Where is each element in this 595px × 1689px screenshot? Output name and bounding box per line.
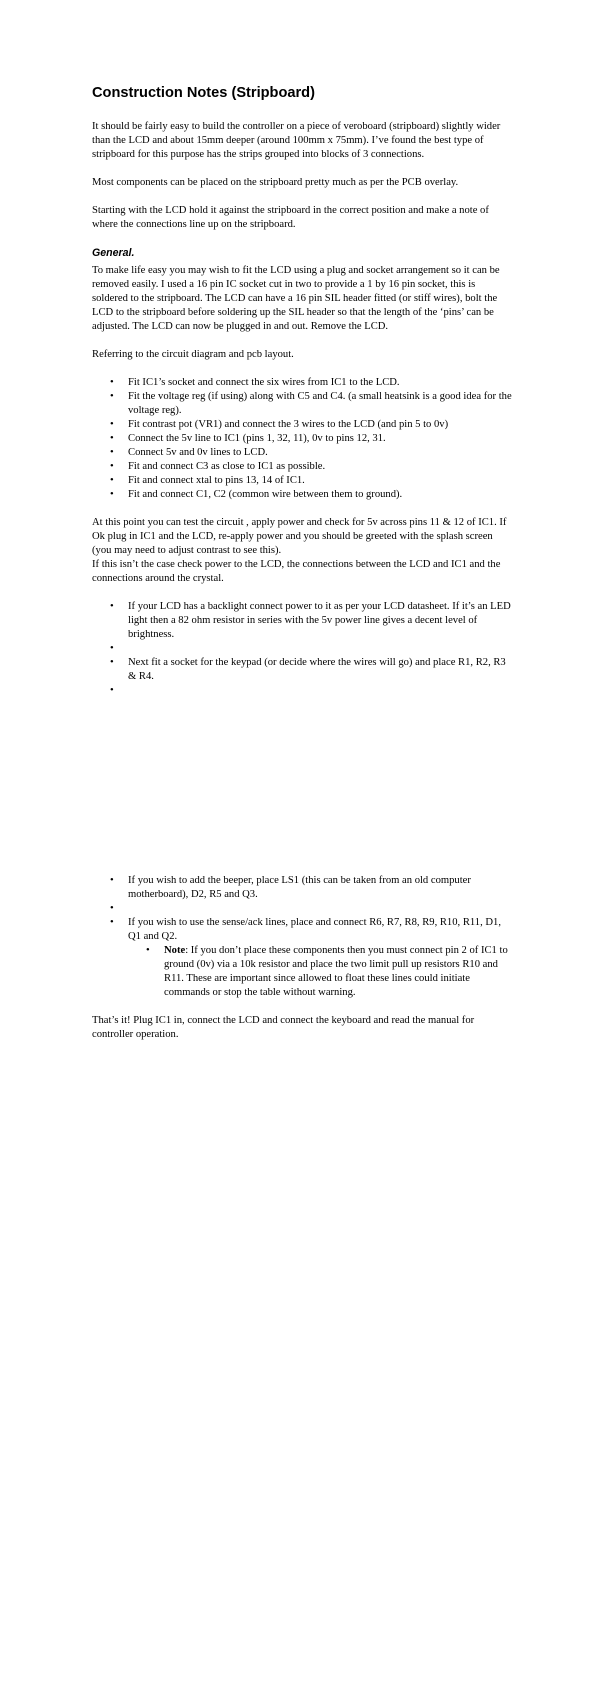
list-item: • If you wish to add the beeper, place LS1 (this can be taken from an old computer motherboard), D2, R5 and Q3. (92, 874, 512, 902)
list-item: • Fit and connect C3 as close to IC1 as possible. (92, 460, 512, 474)
general-paragraph: To make life easy you may wish to fit the LCD using a plug and socket arrangement so it can be removed easily. I used a 16 pin IC socket cut in two to provide a 1 by 16 pin socket, this is soldered to the stripboard. The LCD can have a 16 pin SIL header fitted (or stiff wires), bolt the LCD to the stripboard before soldering up the SIL header so that the length of the ‘pins’ can be adjusted. The LCD can now be plugged in and out. Remove the LCD. (92, 265, 500, 332)
list-item-text: If you wish to use the sense/ack lines, place and connect R6, R7, R8, R9, R10, R11, D1, Q1 and Q2. (128, 917, 501, 942)
troubleshoot-paragraph: If this isn’t the case check power to the LCD, the connections between the LCD and IC1 and the connections around the crystal. (92, 559, 501, 584)
list-item: • If your LCD has a backlight connect power to it as per your LCD datasheet. If it’s an LED light then a 82 ohm resistor in series with the 5v power line gives a decent level of brightness. (92, 600, 512, 642)
section-heading-general: General. (92, 247, 135, 259)
referring-paragraph: Referring to the circuit diagram and pcb layout. (92, 349, 294, 360)
list-item: • Next fit a socket for the keypad (or decide where the wires will go) and place R1, R2, R3 & R4. (92, 656, 512, 684)
note-text: : If you don’t place these components then you must connect pin 2 of IC1 to ground (0v) via a 10k resistor and place the two limit pull up resistors R10 and R11. These are important since allowed to float these lines could initiate commands or stop the table without warning. (164, 945, 508, 998)
note-item (128, 944, 512, 1000)
list-item: • Fit the voltage reg (if using) along with C5 and C4. (a small heatsink is a good idea for the voltage reg). (92, 390, 512, 418)
list-item: • Fit IC1’s socket and connect the six wires from IC1 to the LCD. (92, 376, 512, 390)
closing-paragraph: That’s it! Plug IC1 in, connect the LCD and connect the keyboard and read the manual for controller operation. (92, 1015, 475, 1040)
list-item: • Fit and connect xtal to pins 13, 14 of IC1. (92, 474, 512, 488)
list-item (92, 916, 512, 1000)
list-item: • Connect 5v and 0v lines to LCD. (92, 446, 512, 460)
blank-space (92, 698, 512, 874)
intro-paragraph-3: Starting with the LCD hold it against the stripboard in the correct position and make a note of where the connections line up on the stripboard. (92, 205, 489, 230)
extras-list-b (92, 874, 512, 1000)
extras-list-a (92, 600, 512, 698)
list-item: • Fit contrast pot (VR1) and connect the 3 wires to the LCD (and pin 5 to 0v) (92, 418, 512, 432)
page-title: Construction Notes (Stripboard) (92, 85, 315, 101)
test-paragraph: At this point you can test the circuit , apply power and check for 5v across pins 11 & 12 of IC1. If Ok plug in IC1 and the LCD, re-apply power and you should be greeted with the splash screen (you may need to adjust contrast to see this). (92, 517, 507, 556)
list-item: • Fit and connect C1, C2 (common wire between them to ground). (92, 488, 512, 502)
list-item: • Connect the 5v line to IC1 (pins 1, 32, 11), 0v to pins 12, 31. (92, 432, 512, 446)
nested-note-list (128, 944, 512, 1000)
list-item (92, 642, 512, 656)
list-item (92, 684, 512, 698)
intro-paragraph-1: It should be fairly easy to build the controller on a piece of veroboard (stripboard) slightly wider than the LCD and about 15mm deeper (around 100mm x 75mm). I’ve found the best type of stripboard for this purpose has the strips grouped into blocks of 3 connections. (92, 121, 501, 160)
list-item (92, 902, 512, 916)
construction-steps-list (92, 376, 512, 502)
note-label: Note (164, 945, 186, 956)
intro-paragraph-2: Most components can be placed on the stripboard pretty much as per the PCB overlay. (92, 177, 459, 188)
document-page (92, 84, 512, 1056)
